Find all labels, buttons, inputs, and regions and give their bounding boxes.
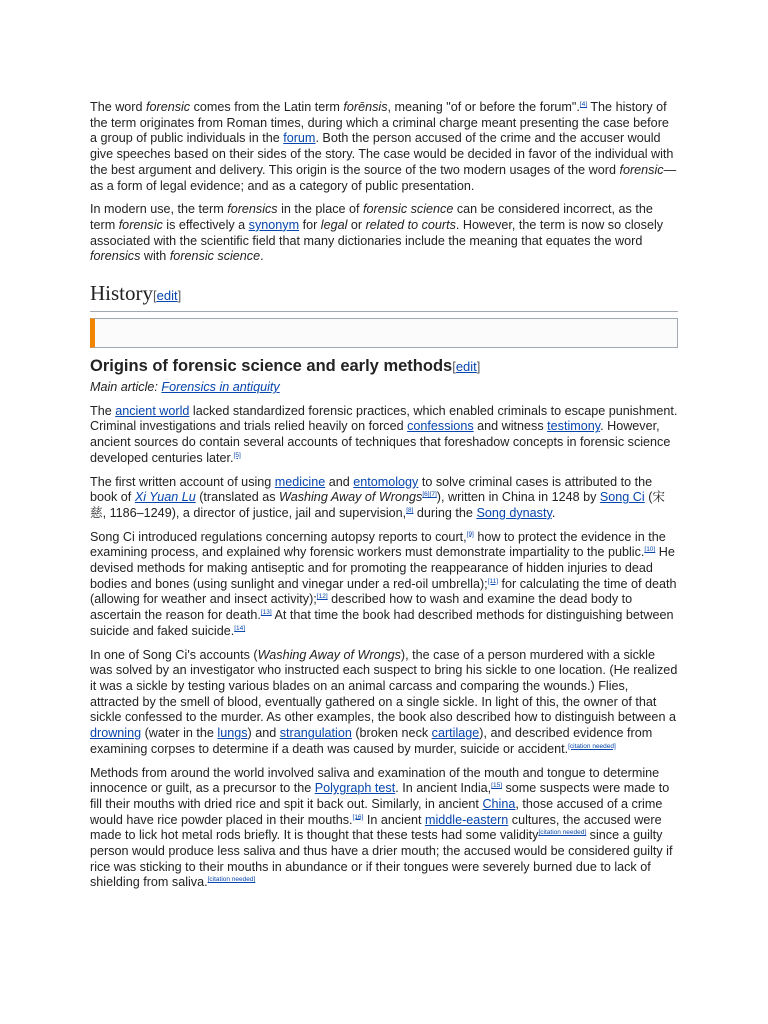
citation-reference[interactable] (317, 593, 328, 600)
text-run: since a guilty person would produce less saliva and thus have a drier mouth; the accused would be considered guilty if rice was sticking to their mouths in abundance or if their tongues were severely burned due to lack of shielding from saliva. (90, 828, 673, 890)
text-run: ), written in China in 1248 by (436, 490, 600, 505)
citation-link[interactable]: [5] (233, 451, 241, 459)
wiki-link[interactable]: Song Ci (599, 490, 645, 505)
wiki-link[interactable]: forum (283, 131, 316, 146)
text-run: The word (90, 100, 146, 114)
text-run: The first written account of using (90, 474, 275, 489)
wiki-link[interactable]: medicine (274, 474, 326, 489)
citation-link[interactable]: [4] (579, 100, 588, 108)
text-run: to solve criminal cases is attributed to the book of (90, 474, 653, 505)
article-content (90, 100, 678, 899)
citation-link[interactable]: [15] (491, 782, 502, 790)
italic-text: forēnsis (343, 100, 388, 114)
origins-edit-link[interactable]: edit (455, 359, 477, 375)
origins-paragraph-4 (90, 648, 678, 758)
italic-text: forensics (90, 249, 141, 264)
citation-link[interactable]: [citation needed] (568, 742, 616, 750)
text-run: He devised methods for making antiseptic and for promoting the reappearance of hidden injuries to dead bodies and bones (using sunlight and vinegar under a red-oil umbrella); (90, 545, 675, 591)
italic-text: forensic science (363, 202, 454, 217)
text-run: , those accused of a crime would have rice powder placed in their mouths. (90, 796, 663, 827)
text-run: . In ancient India, (395, 781, 492, 796)
text-run: —as a form of legal evidence; and as a category of public presentation. (90, 162, 677, 193)
citation-link[interactable]: [6][7] (422, 491, 437, 499)
text-run: and witness (473, 419, 548, 434)
text-run: described how to wash and examine the dead body to ascertain the reason for death. (90, 592, 633, 623)
intro-paragraph-2 (90, 202, 678, 265)
text-run: . (260, 249, 264, 264)
citation-reference[interactable] (234, 452, 241, 459)
text-run: or (347, 217, 366, 232)
history-edit-link[interactable]: edit (156, 288, 178, 304)
wiki-link[interactable]: strangulation (279, 726, 352, 741)
text-run: . Both the person accused of the crime and the accuser would give speeches based on their sides of the story. The case would be decided in favor of the individual with the best argument and delivery. This origin is the source of the two modern usages of the word (90, 131, 674, 177)
text-run: comes from the Latin term (190, 100, 344, 114)
wiki-link[interactable]: ancient world (115, 403, 190, 418)
citation-reference[interactable] (353, 813, 364, 820)
citation-link[interactable]: [8] (406, 506, 414, 514)
history-heading-text: History (90, 281, 153, 306)
italic-text: forensic science (169, 249, 261, 264)
wiki-link[interactable]: confessions (407, 419, 474, 434)
intro-paragraph-1 (90, 100, 678, 194)
citation-link[interactable]: [citation needed] (538, 829, 587, 837)
wiki-link[interactable]: lungs (217, 726, 248, 741)
text-run: (broken neck (351, 726, 432, 741)
text-run: In one of Song Ci's accounts ( (90, 647, 258, 662)
origins-heading (90, 356, 678, 377)
wiki-link[interactable]: Xi Yuan Lu (134, 490, 196, 505)
text-run: ) and (247, 726, 280, 741)
citation-link[interactable]: [16] (352, 813, 364, 821)
text-run: in the place of (277, 202, 364, 217)
text-run: The (90, 403, 116, 418)
citation-link[interactable]: [9] (466, 530, 474, 538)
text-run: cultures, the accused were made to lick hot metal rods briefly. It is thought that these tests had some validity (90, 812, 662, 843)
citation-reference[interactable] (488, 578, 498, 585)
text-run: for calculating the time of death (allowing for weather and insect activity); (90, 576, 677, 607)
text-run: with (140, 249, 170, 264)
italic-text: forensic (146, 100, 191, 114)
text-run: Song Ci introduced regulations concerning autopsy reports to court, (90, 529, 467, 544)
citation-reference[interactable] (538, 829, 586, 836)
citation-link[interactable]: [12] (316, 593, 328, 601)
text-run: Methods from around the world involved saliva and examination of the mouth and tongue to determine innocence or guilt, as a precursor to the (90, 765, 660, 796)
citation-reference[interactable] (234, 625, 245, 632)
wiki-link[interactable]: middle-eastern (424, 812, 509, 827)
history-heading (90, 281, 678, 312)
wiki-link[interactable]: cartilage (431, 726, 480, 741)
text-run: In modern use, the term (90, 202, 228, 217)
citation-reference[interactable] (491, 782, 502, 789)
origins-heading-text: Origins of forensic science and early methods (90, 357, 453, 376)
text-run: At that time the book had described methods for distinguishing between suicide and faked suicide. (90, 608, 674, 638)
text-run: . (551, 505, 556, 520)
hatnote-link[interactable]: Forensics in antiquity (161, 380, 280, 395)
citation-reference[interactable] (261, 609, 272, 616)
text-run: some suspects were made to fill their mouths with dried rice and spit it back out. Similarly, in ancient (90, 781, 670, 811)
citation-link[interactable]: [10] (644, 546, 656, 554)
origins-paragraph-5 (90, 766, 678, 892)
wiki-link[interactable]: China (482, 796, 516, 811)
text-run: lacked standardized forensic practices, which enabled criminals to escape punishment. Criminal investigations and trials relied heavily on forced (90, 403, 678, 434)
origins-paragraph-2 (90, 475, 678, 522)
text-run: during the (413, 505, 477, 520)
hatnote-prefix: Main article: (90, 380, 162, 395)
text-run: The history of the term originates from Roman times, during which a criminal charge meant presenting the case before a group of public individuals in the (90, 100, 669, 146)
italic-text: legal (320, 217, 348, 232)
wiki-link[interactable]: testimony (547, 419, 601, 434)
text-run: ), the case of a person murdered with a sickle was solved by an investigator who instructed each suspect to bring his sickle to one location. (He realized it was a sickle by testing various blades on an animal carcass and comparing the wounds.) Flies, attracted by the smell of blood, eventually gathered on a single sickle. In light of this, the owner of that sickle confessed to the murder. As other examples, the book also described how to distinguish between a (90, 647, 678, 725)
citation-link[interactable]: [11] (487, 577, 499, 585)
text-run: . However, the term is now so closely associated with the scientific field that many dictionaries include the meaning that equates the word (90, 217, 664, 248)
italic-text: Washing Away of Wrongs (279, 490, 423, 505)
citation-reference[interactable] (422, 491, 436, 498)
history-edit-close: ] (177, 288, 182, 304)
text-run: how to protect the evidence in the examining process, and explained why forensic workers must demonstrate impartiality to the public. (90, 529, 666, 560)
italic-text: forensics (227, 202, 278, 217)
text-run: can be considered incorrect, as the term (90, 202, 653, 232)
text-run: is effectively a (162, 217, 249, 232)
history-edit-section (153, 288, 181, 303)
notice-box (90, 318, 678, 348)
citation-link[interactable]: [13] (260, 608, 272, 616)
text-run: In ancient (363, 812, 425, 827)
italic-text: Washing Away of Wrongs (257, 647, 401, 662)
citation-reference[interactable] (568, 743, 616, 750)
origins-edit-section (452, 359, 480, 374)
text-run: , meaning "of or before the forum". (387, 100, 580, 114)
origins-paragraph-3 (90, 530, 678, 640)
wiki-link[interactable]: synonym (248, 217, 300, 232)
text-run: . However, ancient sources do contain several accounts of techniques that foreshadow concepts in forensic science developed centuries later. (90, 419, 671, 465)
wiki-link[interactable]: entomology (353, 474, 419, 489)
citation-reference[interactable] (644, 546, 655, 553)
italic-text: forensic (118, 217, 163, 232)
italic-text: related to courts (365, 217, 456, 232)
text-run: for (299, 217, 321, 232)
main-article-hatnote (90, 380, 678, 396)
citation-reference[interactable] (580, 101, 587, 108)
text-run: ), and described evidence from examining corpses to determine if a death was caused by murder, suicide or accident. (90, 726, 653, 756)
text-run: (water in the (141, 726, 218, 741)
citation-link[interactable]: [14] (234, 624, 246, 632)
wiki-link[interactable]: Song dynasty (476, 505, 552, 520)
text-run: (宋慈, 1186–1249), a director of justice, jail and supervision, (90, 490, 665, 520)
origins-edit-close: ] (476, 359, 481, 375)
text-run: and (325, 474, 354, 489)
history-edit-open: [ (153, 288, 157, 304)
origins-edit-open: [ (452, 359, 456, 375)
wiki-link[interactable]: Polygraph test (314, 781, 396, 796)
text-run: (translated as (195, 490, 280, 505)
wiki-link[interactable]: drowning (90, 726, 142, 741)
origins-paragraph-1 (90, 404, 678, 467)
citation-link[interactable]: [citation needed] (207, 876, 256, 884)
citation-reference[interactable] (208, 876, 256, 883)
citation-reference[interactable] (467, 530, 474, 537)
italic-text: forensic (619, 162, 664, 177)
